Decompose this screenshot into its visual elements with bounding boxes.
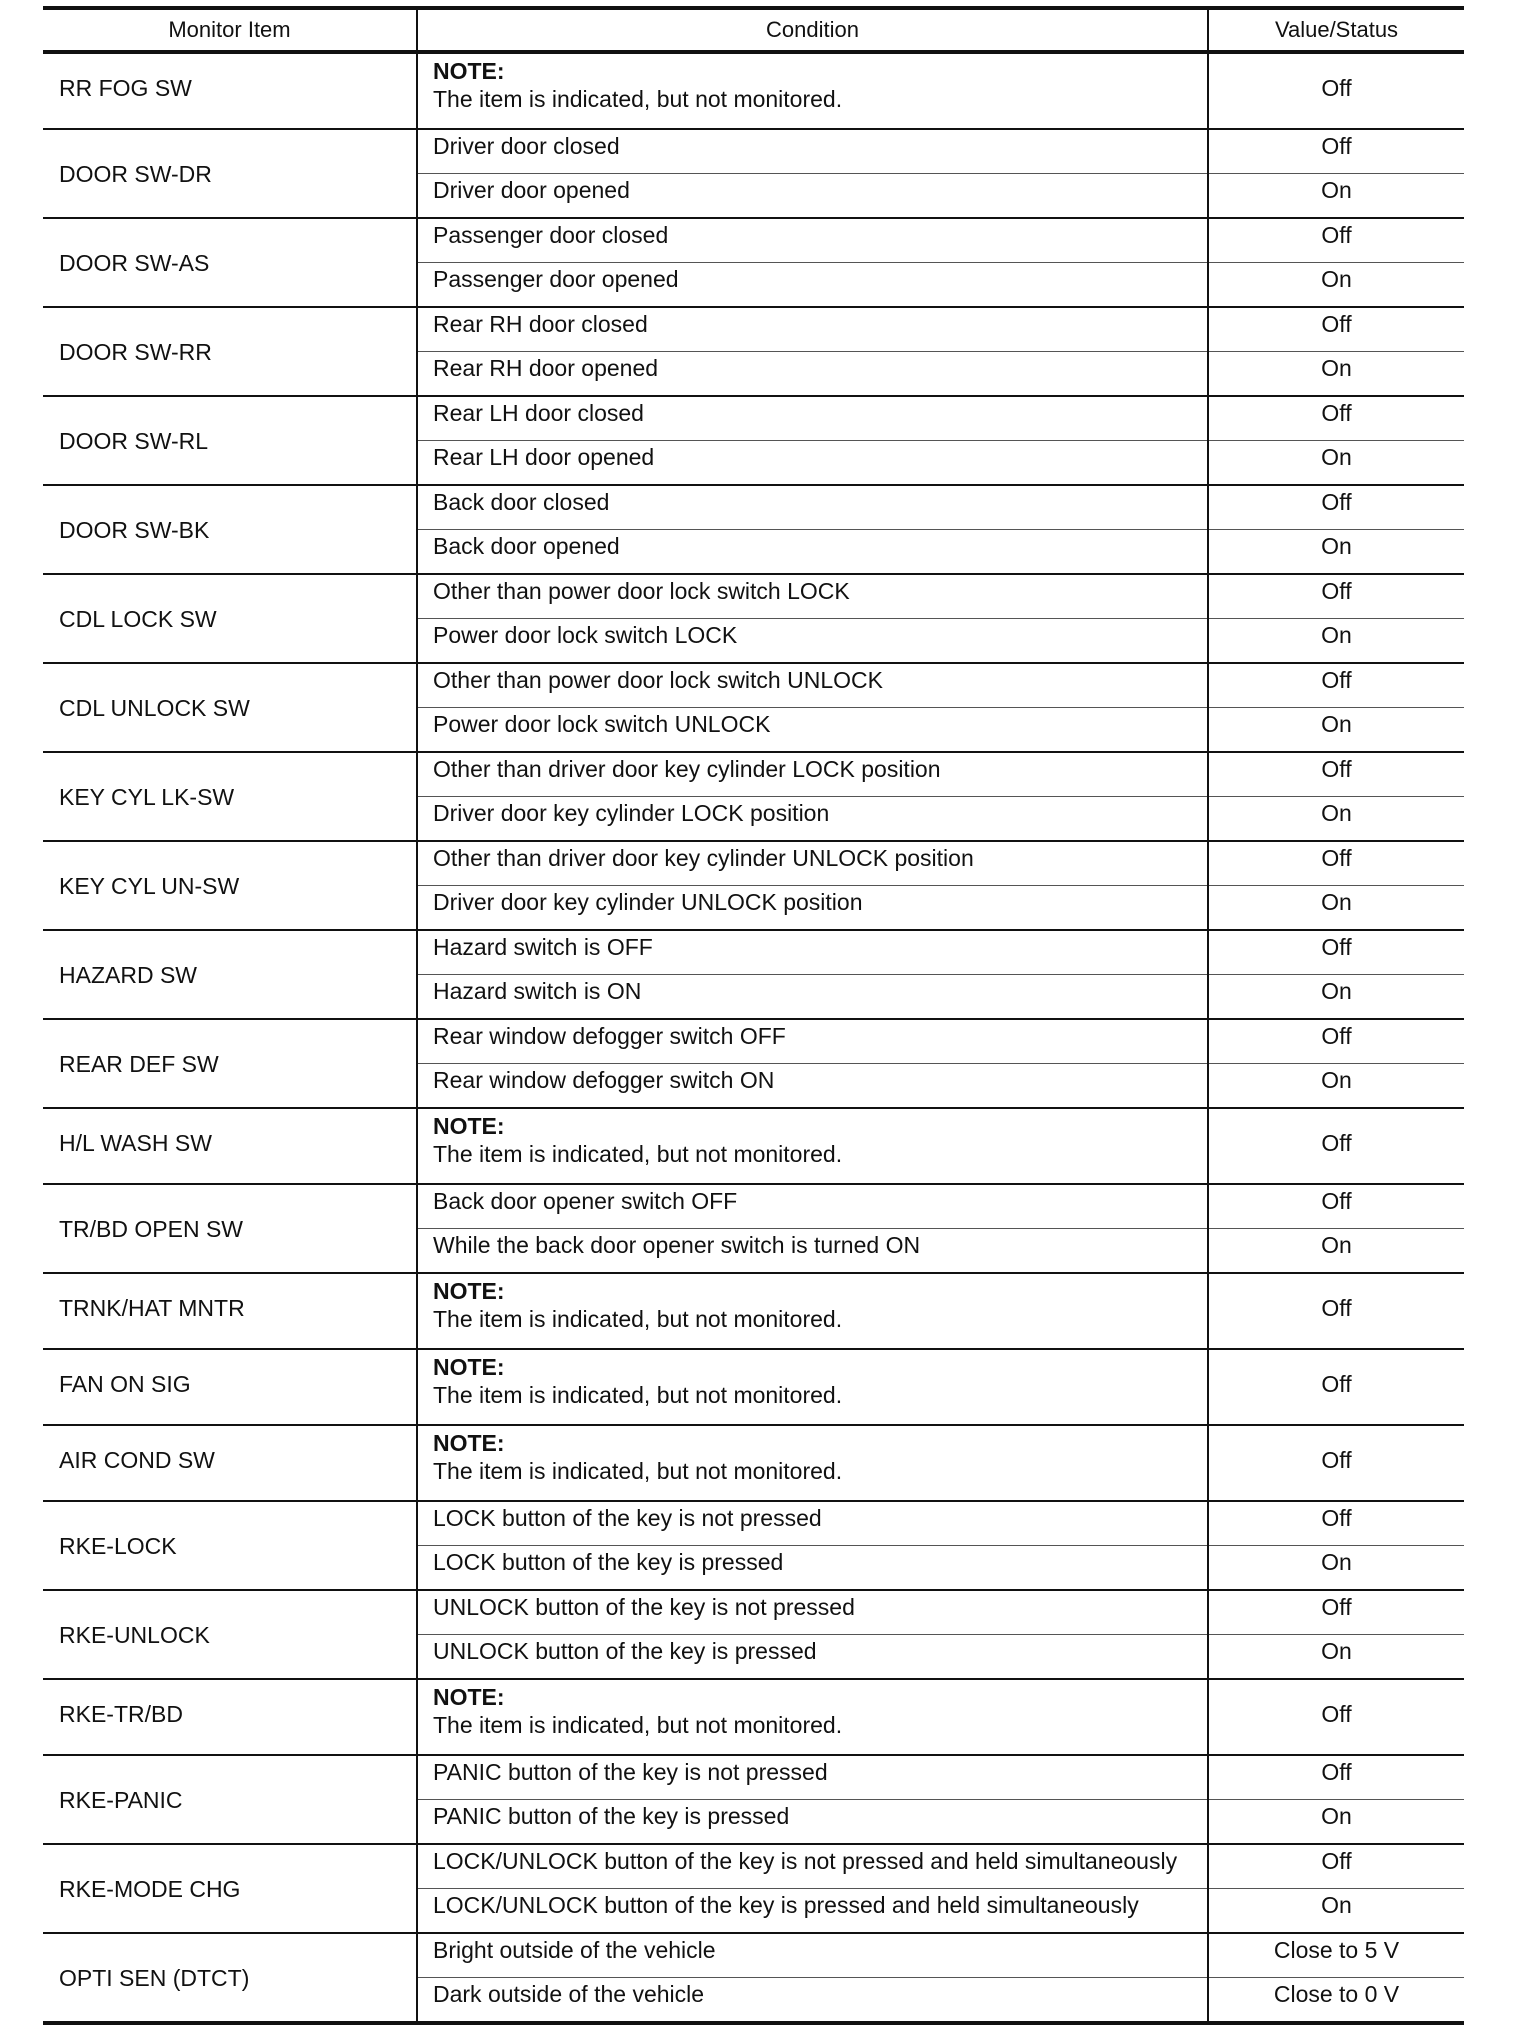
- monitor-item-door-sw-as: DOOR SW-AS: [43, 218, 417, 307]
- value-status-text: Off: [1321, 1594, 1352, 1620]
- value-status-cell: [1208, 263, 1464, 308]
- note-label: NOTE:: [433, 1684, 505, 1710]
- table-row: [43, 52, 1464, 129]
- value-status-text: On: [1321, 1892, 1352, 1918]
- condition-text: While the back door opener switch is turned ON: [433, 1232, 921, 1258]
- value-status-cell: [1208, 218, 1464, 263]
- condition-text: Driver door key cylinder LOCK position: [433, 800, 830, 826]
- value-status-text: Off: [1321, 311, 1352, 337]
- note-label: NOTE:: [433, 1278, 505, 1304]
- value-status-cell: [1208, 1978, 1464, 2024]
- condition-text: Bright outside of the vehicle: [433, 1937, 716, 1963]
- value-status-text: Off: [1321, 1023, 1352, 1049]
- value-status-text: Off: [1321, 1759, 1352, 1785]
- header-condition: Condition: [417, 8, 1208, 52]
- condition-cell: [417, 129, 1208, 174]
- value-status-cell: [1208, 396, 1464, 441]
- value-status-text: On: [1321, 1638, 1352, 1664]
- condition-cell: [417, 1889, 1208, 1934]
- table-row: [43, 1273, 1464, 1349]
- value-status-text: On: [1321, 177, 1352, 203]
- condition-text: Other than power door lock switch UNLOCK: [433, 667, 883, 693]
- condition-text: PANIC button of the key is not pressed: [433, 1759, 828, 1785]
- value-status-cell: [1208, 1844, 1464, 1889]
- condition-cell: [417, 307, 1208, 352]
- value-status-cell: Off: [1208, 1273, 1464, 1349]
- condition-cell: [417, 1844, 1208, 1889]
- condition-cell: [417, 1978, 1208, 2024]
- condition-cell: [417, 1184, 1208, 1229]
- note-text: The item is indicated, but not monitored.: [433, 1306, 843, 1332]
- monitor-item-door-sw-bk: DOOR SW-BK: [43, 485, 417, 574]
- value-status-cell: Off: [1321, 75, 1352, 101]
- condition-cell: [417, 663, 1208, 708]
- monitor-item-rke-mode-chg: RKE-MODE CHG: [43, 1844, 417, 1933]
- value-status-cell: [1208, 1019, 1464, 1064]
- condition-cell: [417, 1349, 1208, 1425]
- condition-text: UNLOCK button of the key is pressed: [433, 1638, 817, 1664]
- condition-cell: [417, 174, 1208, 219]
- table-row: [43, 663, 1464, 708]
- value-status-text: Off: [1321, 756, 1352, 782]
- value-status-text: Off: [1321, 1848, 1352, 1874]
- monitor-item-door-sw-rr: DOOR SW-RR: [43, 307, 417, 396]
- condition-cell: [417, 441, 1208, 486]
- condition-text: Hazard switch is ON: [433, 978, 642, 1004]
- condition-text: Back door opened: [433, 533, 620, 559]
- table-row: [43, 1590, 1464, 1635]
- value-status-cell: [1208, 1184, 1464, 1229]
- note-text: The item is indicated, but not monitored.: [433, 1141, 843, 1167]
- condition-text: Rear LH door opened: [433, 444, 655, 470]
- table-row: [43, 1184, 1464, 1229]
- condition-cell: [417, 218, 1208, 263]
- table-row: [43, 129, 1464, 174]
- value-status-cell: Off: [1208, 1679, 1464, 1755]
- condition-cell: [417, 263, 1208, 308]
- condition-text: LOCK/UNLOCK button of the key is not pressed and held simultaneously: [433, 1848, 1178, 1874]
- condition-cell: [417, 1064, 1208, 1109]
- value-status-cell: [1208, 797, 1464, 842]
- condition-text: Rear window defogger switch ON: [433, 1067, 775, 1093]
- value-status-text: On: [1321, 1067, 1352, 1093]
- value-status-text: On: [1321, 800, 1352, 826]
- condition-cell: [417, 1273, 1208, 1349]
- value-status-cell: Off: [1208, 1425, 1464, 1501]
- value-status-text: On: [1321, 1803, 1352, 1829]
- value-status-text: Off: [1321, 667, 1352, 693]
- note-label: NOTE:: [433, 1430, 505, 1456]
- monitor-item-fan-on-sig: FAN ON SIG: [43, 1349, 417, 1425]
- condition-text: Driver door opened: [433, 177, 630, 203]
- value-status-text: Off: [1321, 489, 1352, 515]
- note-label: NOTE:: [433, 58, 505, 84]
- condition-cell: [417, 1108, 1208, 1184]
- monitor-table-page: [43, 6, 1464, 2025]
- monitor-item-rear-def-sw: REAR DEF SW: [43, 1019, 417, 1108]
- table-row: [43, 574, 1464, 619]
- value-status-cell: [1208, 574, 1464, 619]
- value-status-cell: [1208, 663, 1464, 708]
- condition-text: LOCK/UNLOCK button of the key is pressed and held simultaneously: [433, 1892, 1139, 1918]
- monitor-item-rke-unlock: RKE-UNLOCK: [43, 1590, 417, 1679]
- value-status-text: On: [1321, 266, 1352, 292]
- value-status-cell: [1208, 1501, 1464, 1546]
- monitor-table: [43, 6, 1464, 2025]
- value-status-cell: [1208, 174, 1464, 219]
- value-status-text: On: [1321, 1232, 1352, 1258]
- monitor-item-rr-fog-sw: RR FOG SW: [43, 52, 417, 129]
- table-row: [43, 1679, 1464, 1755]
- monitor-item-door-sw-dr: DOOR SW-DR: [43, 129, 417, 218]
- value-status-cell: [1208, 708, 1464, 753]
- monitor-item-cdl-lock-sw: CDL LOCK SW: [43, 574, 417, 663]
- monitor-item-h-l-wash-sw: H/L WASH SW: [43, 1108, 417, 1184]
- value-status-cell: [1208, 441, 1464, 486]
- table-row: [43, 1501, 1464, 1546]
- table-row: [43, 1425, 1464, 1501]
- value-status-cell: [1208, 886, 1464, 931]
- condition-text: Other than driver door key cylinder UNLOCK position: [433, 845, 974, 871]
- condition-cell: [417, 1755, 1208, 1800]
- value-status-text: Close to 0 V: [1273, 1981, 1400, 2007]
- monitor-item-cdl-unlock-sw: CDL UNLOCK SW: [43, 663, 417, 752]
- monitor-item-rke-panic: RKE-PANIC: [43, 1755, 417, 1844]
- note-label: NOTE:: [433, 1354, 505, 1380]
- table-body: [43, 52, 1464, 2023]
- table-row: [43, 396, 1464, 441]
- value-status-cell: [1208, 975, 1464, 1020]
- condition-cell: [417, 752, 1208, 797]
- condition-cell: [417, 708, 1208, 753]
- condition-cell: [417, 797, 1208, 842]
- condition-text: Passenger door opened: [433, 266, 679, 292]
- table-row: [43, 1755, 1464, 1800]
- condition-cell: [417, 886, 1208, 931]
- table-row: [43, 1844, 1464, 1889]
- table-row: [43, 841, 1464, 886]
- monitor-item-key-cyl-un-sw: KEY CYL UN-SW: [43, 841, 417, 930]
- monitor-item-door-sw-rl: DOOR SW-RL: [43, 396, 417, 485]
- condition-text: Driver door key cylinder UNLOCK position: [433, 889, 863, 915]
- note-label: NOTE:: [433, 1113, 505, 1139]
- condition-cell: [417, 574, 1208, 619]
- condition-text: Dark outside of the vehicle: [433, 1981, 705, 2007]
- condition-cell: [417, 841, 1208, 886]
- value-status-cell: [1208, 1755, 1464, 1800]
- condition-cell: [417, 1501, 1208, 1546]
- condition-cell: [417, 1800, 1208, 1845]
- table-row: [43, 930, 1464, 975]
- value-status-text: On: [1321, 622, 1352, 648]
- value-status-text: Close to 5 V: [1273, 1937, 1400, 1963]
- header-monitor-item: Monitor Item: [43, 8, 417, 52]
- table-row: [43, 218, 1464, 263]
- monitor-item-rke-lock: RKE-LOCK: [43, 1501, 417, 1590]
- condition-text: LOCK button of the key is pressed: [433, 1549, 784, 1575]
- value-status-text: Off: [1321, 400, 1352, 426]
- value-status-text: Off: [1321, 578, 1352, 604]
- value-status-cell: [1208, 129, 1464, 174]
- table-row: [43, 485, 1464, 530]
- value-status-cell: [1208, 930, 1464, 975]
- value-status-cell: [1208, 841, 1464, 886]
- condition-text: Hazard switch is OFF: [433, 934, 653, 960]
- condition-cell: [417, 1019, 1208, 1064]
- monitor-item-rke-tr-bd: RKE-TR/BD: [43, 1679, 417, 1755]
- condition-text: Power door lock switch LOCK: [433, 622, 738, 648]
- condition-text: Rear RH door opened: [433, 355, 659, 381]
- condition-cell: [417, 1679, 1208, 1755]
- header-value-status: Value/Status: [1208, 8, 1464, 52]
- value-status-cell: [1208, 752, 1464, 797]
- value-status-text: On: [1321, 978, 1352, 1004]
- value-status-text: Off: [1321, 1188, 1352, 1214]
- value-status-cell: [1208, 1229, 1464, 1274]
- value-status-cell: [1208, 1889, 1464, 1934]
- condition-text: Passenger door closed: [433, 222, 669, 248]
- table-row: [43, 1108, 1464, 1184]
- condition-cell: [417, 1546, 1208, 1591]
- condition-text: Rear window defogger switch OFF: [433, 1023, 786, 1049]
- condition-cell: [417, 52, 1208, 129]
- value-status-cell: Off: [1208, 1349, 1464, 1425]
- condition-cell: [417, 975, 1208, 1020]
- value-status-text: On: [1321, 355, 1352, 381]
- monitor-item-trnk-hat-mntr: TRNK/HAT MNTR: [43, 1273, 417, 1349]
- table-row: [43, 307, 1464, 352]
- value-status-cell: [1208, 1590, 1464, 1635]
- monitor-item-key-cyl-lk-sw: KEY CYL LK-SW: [43, 752, 417, 841]
- condition-cell: [417, 396, 1208, 441]
- note-text: The item is indicated, but not monitored.: [433, 1712, 843, 1738]
- value-status-cell: [1208, 485, 1464, 530]
- value-status-cell: [1208, 1635, 1464, 1680]
- note-text: The item is indicated, but not monitored.: [433, 86, 843, 112]
- value-status-cell: [1208, 1933, 1464, 1978]
- value-status-text: On: [1321, 444, 1352, 470]
- condition-cell: [417, 1425, 1208, 1501]
- condition-cell: [417, 530, 1208, 575]
- table-row: [43, 1349, 1464, 1425]
- value-status-text: Off: [1321, 934, 1352, 960]
- condition-text: Back door opener switch OFF: [433, 1188, 738, 1214]
- monitor-item-hazard-sw: HAZARD SW: [43, 930, 417, 1019]
- condition-cell: [417, 619, 1208, 664]
- condition-cell: [417, 352, 1208, 397]
- condition-cell: [417, 1590, 1208, 1635]
- condition-text: Rear RH door closed: [433, 311, 648, 337]
- table-header-row: [43, 8, 1464, 52]
- table-row: [43, 1933, 1464, 1978]
- table-row: [43, 1019, 1464, 1064]
- value-status-text: Off: [1321, 222, 1352, 248]
- monitor-item-air-cond-sw: AIR COND SW: [43, 1425, 417, 1501]
- value-status-cell: [1208, 1800, 1464, 1845]
- condition-text: Other than power door lock switch LOCK: [433, 578, 850, 604]
- condition-text: Driver door closed: [433, 133, 620, 159]
- value-status-text: Off: [1321, 1505, 1352, 1531]
- value-status-text: On: [1321, 1549, 1352, 1575]
- value-status-cell: [1208, 1064, 1464, 1109]
- condition-cell: [417, 1229, 1208, 1274]
- value-status-text: Off: [1321, 133, 1352, 159]
- condition-text: Power door lock switch UNLOCK: [433, 711, 771, 737]
- value-status-text: On: [1321, 533, 1352, 559]
- condition-cell: [417, 485, 1208, 530]
- condition-text: PANIC button of the key is pressed: [433, 1803, 790, 1829]
- monitor-item-opti-sen-dtct: OPTI SEN (DTCT): [43, 1933, 417, 2023]
- value-status-cell: [1208, 1546, 1464, 1591]
- condition-text: Rear LH door closed: [433, 400, 644, 426]
- value-status-cell: [1208, 307, 1464, 352]
- value-status-text: On: [1321, 889, 1352, 915]
- condition-text: UNLOCK button of the key is not pressed: [433, 1594, 855, 1620]
- condition-cell: [417, 930, 1208, 975]
- table-row: [43, 752, 1464, 797]
- monitor-item-tr-bd-open-sw: TR/BD OPEN SW: [43, 1184, 417, 1273]
- note-text: The item is indicated, but not monitored.: [433, 1458, 843, 1484]
- value-status-cell: [1208, 530, 1464, 575]
- condition-text: Other than driver door key cylinder LOCK position: [433, 756, 941, 782]
- value-status-cell: [1208, 619, 1464, 664]
- condition-cell: [417, 1933, 1208, 1978]
- value-status-cell: Off: [1208, 1108, 1464, 1184]
- condition-cell: [417, 1635, 1208, 1680]
- condition-text: LOCK button of the key is not pressed: [433, 1505, 822, 1531]
- value-status-text: On: [1321, 711, 1352, 737]
- value-status-cell: [1208, 352, 1464, 397]
- condition-text: Back door closed: [433, 489, 610, 515]
- note-text: The item is indicated, but not monitored.: [433, 1382, 843, 1408]
- value-status-text: Off: [1321, 845, 1352, 871]
